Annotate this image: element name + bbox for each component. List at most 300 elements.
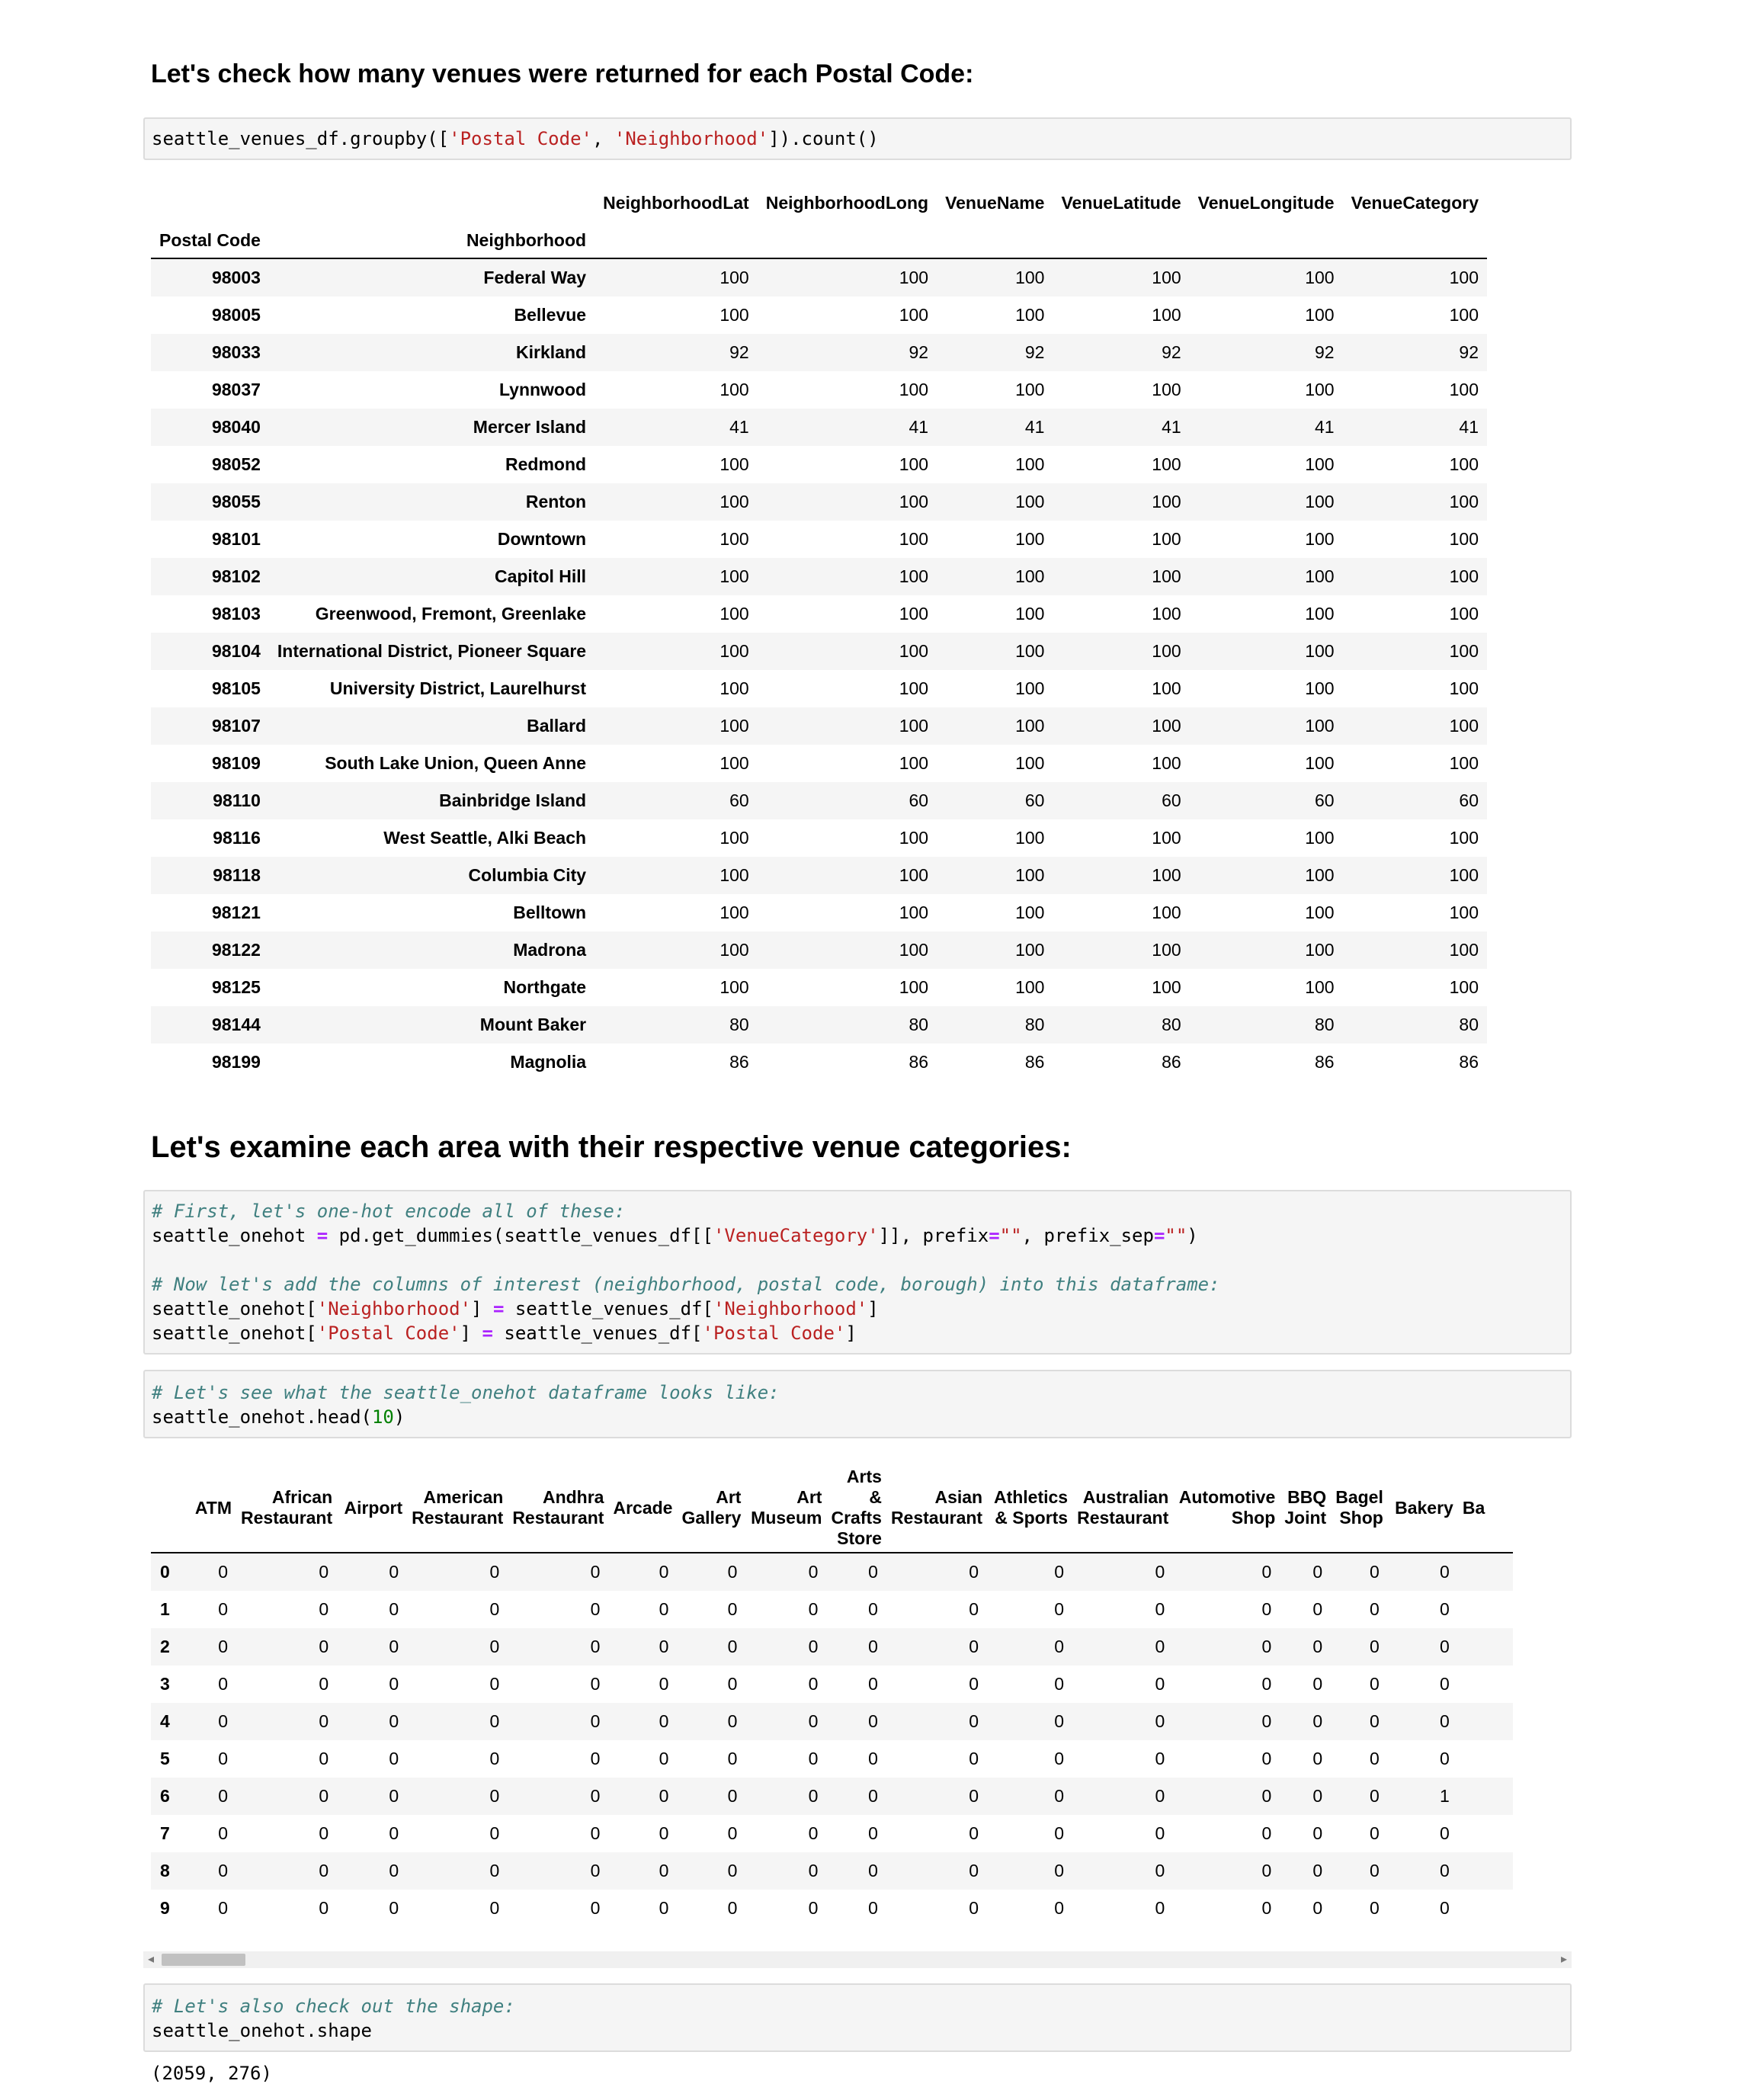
onehot-cell: 0 <box>1312 1637 1323 1656</box>
count-cell: 100 <box>1152 492 1181 511</box>
onehot-cell: 0 <box>808 1711 819 1731</box>
count-cell: 100 <box>1152 678 1181 698</box>
onehot-cell: 0 <box>727 1861 738 1880</box>
onehot-cell: 0 <box>1054 1711 1065 1731</box>
onehot-cell: 0 <box>590 1562 601 1582</box>
count-cell: 80 <box>1314 1015 1335 1034</box>
column-header: Automotive Shop <box>1173 1464 1280 1553</box>
onehot-cell: 0 <box>1440 1637 1450 1656</box>
onehot-cell: 0 <box>659 1823 669 1843</box>
onehot-cell: 0 <box>659 1786 669 1806</box>
truncated-cell <box>1458 1666 1513 1703</box>
onehot-cell: 0 <box>659 1898 669 1918</box>
onehot-cell: 0 <box>868 1674 878 1694</box>
row-index-cell: 0 <box>160 1562 170 1582</box>
neighborhood-cell: Downtown <box>497 529 587 549</box>
count-cell: 100 <box>899 940 929 960</box>
row-index-cell: 3 <box>160 1674 170 1694</box>
count-cell: 100 <box>1152 305 1181 325</box>
postal-code-cell: 98052 <box>211 454 261 474</box>
count-cell: 100 <box>1015 940 1045 960</box>
onehot-cell: 0 <box>319 1786 329 1806</box>
postal-code-cell: 98102 <box>211 566 261 586</box>
count-cell: 100 <box>899 903 929 922</box>
onehot-cell: 0 <box>1370 1711 1380 1731</box>
truncated-cell <box>1458 1890 1513 1927</box>
onehot-cell: 0 <box>1370 1861 1380 1880</box>
count-cell: 100 <box>719 753 749 773</box>
count-cell: 100 <box>1305 268 1335 287</box>
neighborhood-cell: Columbia City <box>468 865 587 885</box>
onehot-cell: 0 <box>319 1674 329 1694</box>
onehot-cell: 0 <box>868 1786 878 1806</box>
onehot-cell: 0 <box>808 1637 819 1656</box>
table-row <box>151 1628 1513 1666</box>
postal-code-cell: 98055 <box>211 492 261 511</box>
onehot-cell: 0 <box>1155 1711 1165 1731</box>
onehot-cell: 0 <box>319 1711 329 1731</box>
postal-code-cell: 98101 <box>211 529 261 549</box>
postal-code-cell: 98037 <box>211 380 261 399</box>
neighborhood-cell: Mercer Island <box>473 417 587 437</box>
onehot-cell: 0 <box>1054 1562 1065 1582</box>
row-index-cell: 2 <box>160 1637 170 1656</box>
count-cell: 100 <box>1305 641 1335 661</box>
count-cell: 100 <box>719 305 749 325</box>
onehot-cell: 0 <box>1312 1749 1323 1768</box>
truncated-cell <box>1458 1628 1513 1666</box>
onehot-cell: 0 <box>489 1749 500 1768</box>
onehot-cell: 0 <box>659 1711 669 1731</box>
count-cell: 86 <box>909 1052 929 1072</box>
count-cell: 100 <box>1305 940 1335 960</box>
onehot-cell: 0 <box>590 1749 601 1768</box>
neighborhood-cell: Renton <box>525 492 587 511</box>
onehot-cell: 0 <box>218 1599 228 1619</box>
count-cell: 100 <box>1449 940 1479 960</box>
column-header: Athletics & Sports <box>987 1464 1072 1553</box>
column-header: VenueLatitude <box>1061 192 1181 213</box>
onehot-cell: 0 <box>1155 1749 1165 1768</box>
count-cell: 100 <box>1152 529 1181 549</box>
onehot-cell: 0 <box>218 1786 228 1806</box>
count-cell: 100 <box>899 268 929 287</box>
count-cell: 100 <box>1015 454 1045 474</box>
onehot-cell: 0 <box>808 1861 819 1880</box>
neighborhood-cell: Bellevue <box>514 305 587 325</box>
table-row <box>151 1591 1513 1628</box>
postal-code-cell: 98107 <box>211 716 261 736</box>
count-cell: 41 <box>1459 417 1479 437</box>
column-header: Asian Restaurant <box>886 1464 987 1553</box>
postal-code-cell: 98040 <box>211 417 261 437</box>
count-cell: 100 <box>1449 903 1479 922</box>
count-cell: 100 <box>1449 268 1479 287</box>
count-cell: 100 <box>719 940 749 960</box>
onehot-cell: 0 <box>1261 1599 1272 1619</box>
count-cell: 92 <box>1024 342 1045 362</box>
onehot-output-scroll-area[interactable] <box>151 1464 1572 1944</box>
count-cell: 92 <box>909 342 929 362</box>
count-cell: 60 <box>909 790 929 810</box>
table-row <box>151 633 1487 670</box>
onehot-cell: 0 <box>218 1823 228 1843</box>
count-cell: 100 <box>1449 716 1479 736</box>
onehot-cell: 0 <box>1054 1599 1065 1619</box>
onehot-cell: 0 <box>389 1599 399 1619</box>
column-header: NeighborhoodLong <box>765 192 929 213</box>
count-cell: 100 <box>1152 641 1181 661</box>
count-cell: 100 <box>719 492 749 511</box>
onehot-cell: 0 <box>389 1786 399 1806</box>
count-cell: 100 <box>899 566 929 586</box>
onehot-cell: 0 <box>969 1637 979 1656</box>
count-cell: 100 <box>1015 492 1045 511</box>
table-row <box>151 1778 1513 1815</box>
onehot-cell: 0 <box>319 1599 329 1619</box>
onehot-cell: 0 <box>1440 1599 1450 1619</box>
count-cell: 100 <box>899 716 929 736</box>
count-cell: 100 <box>899 753 929 773</box>
table-row <box>151 595 1487 633</box>
column-header: NeighborhoodLat <box>603 192 749 213</box>
onehot-cell: 0 <box>1440 1749 1450 1768</box>
count-cell: 100 <box>1449 865 1479 885</box>
onehot-cell: 0 <box>868 1562 878 1582</box>
scrollbar-thumb[interactable] <box>162 1954 245 1966</box>
count-cell: 100 <box>1015 641 1045 661</box>
count-cell: 100 <box>719 977 749 997</box>
onehot-cell: 0 <box>868 1861 878 1880</box>
count-cell: 80 <box>1459 1015 1479 1034</box>
index-header-row <box>151 223 1487 258</box>
column-header: Australian Restaurant <box>1072 1464 1173 1553</box>
row-index-cell: 9 <box>160 1898 170 1918</box>
column-header: Arcade <box>608 1464 677 1553</box>
count-cell: 100 <box>1449 566 1479 586</box>
count-cell: 100 <box>1015 678 1045 698</box>
onehot-cell: 0 <box>389 1674 399 1694</box>
onehot-cell: 0 <box>1261 1898 1272 1918</box>
onehot-cell: 0 <box>1261 1674 1272 1694</box>
count-cell: 100 <box>1152 716 1181 736</box>
count-cell: 100 <box>1449 977 1479 997</box>
onehot-cell: 0 <box>727 1898 738 1918</box>
count-cell: 100 <box>1305 454 1335 474</box>
table-row <box>151 1815 1513 1852</box>
scroll-right-arrow-icon[interactable]: ▸ <box>1560 1953 1567 1966</box>
onehot-cell: 0 <box>727 1674 738 1694</box>
onehot-cell: 0 <box>1261 1749 1272 1768</box>
neighborhood-cell: Bainbridge Island <box>439 790 587 810</box>
count-cell: 100 <box>719 716 749 736</box>
count-cell: 60 <box>1162 790 1181 810</box>
count-cell: 100 <box>899 529 929 549</box>
onehot-cell: 0 <box>727 1599 738 1619</box>
count-cell: 100 <box>1152 828 1181 848</box>
onehot-cell: 0 <box>1155 1599 1165 1619</box>
onehot-cell: 0 <box>1312 1562 1323 1582</box>
truncated-cell <box>1458 1740 1513 1778</box>
count-cell: 86 <box>1459 1052 1479 1072</box>
onehot-cell: 0 <box>868 1823 878 1843</box>
onehot-cell: 0 <box>1440 1711 1450 1731</box>
count-cell: 86 <box>1024 1052 1045 1072</box>
neighborhood-cell: Greenwood, Fremont, Greenlake <box>315 604 587 624</box>
count-cell: 100 <box>1305 865 1335 885</box>
count-cell: 100 <box>1449 454 1479 474</box>
onehot-cell: 0 <box>659 1861 669 1880</box>
onehot-cell: 0 <box>489 1861 500 1880</box>
onehot-table <box>151 1464 1513 1927</box>
count-cell: 100 <box>1449 380 1479 399</box>
onehot-cell: 0 <box>1054 1674 1065 1694</box>
onehot-cell: 0 <box>1312 1711 1323 1731</box>
onehot-cell: 0 <box>590 1898 601 1918</box>
onehot-cell: 0 <box>1440 1898 1450 1918</box>
onehot-cell: 0 <box>590 1599 601 1619</box>
count-cell: 100 <box>1015 753 1045 773</box>
onehot-cell: 0 <box>1370 1749 1380 1768</box>
neighborhood-cell: Mount Baker <box>479 1015 587 1034</box>
count-cell: 100 <box>899 604 929 624</box>
table-row <box>151 521 1487 558</box>
onehot-cell: 0 <box>590 1637 601 1656</box>
count-cell: 100 <box>1015 903 1045 922</box>
neighborhood-cell: Belltown <box>513 903 587 922</box>
onehot-cell: 0 <box>1440 1823 1450 1843</box>
count-cell: 100 <box>1449 529 1479 549</box>
onehot-cell: 0 <box>389 1562 399 1582</box>
onehot-cell: 0 <box>868 1711 878 1731</box>
truncated-cell <box>1458 1852 1513 1890</box>
column-header: American Restaurant <box>407 1464 508 1553</box>
onehot-cell: 0 <box>969 1861 979 1880</box>
onehot-cell: 0 <box>1261 1711 1272 1731</box>
onehot-cell: 0 <box>659 1562 669 1582</box>
onehot-cell: 0 <box>319 1749 329 1768</box>
column-header: ATM <box>181 1464 236 1553</box>
count-cell: 100 <box>899 492 929 511</box>
onehot-cell: 0 <box>808 1749 819 1768</box>
onehot-cell: 0 <box>1312 1861 1323 1880</box>
count-cell: 92 <box>1459 342 1479 362</box>
onehot-cell: 0 <box>1370 1562 1380 1582</box>
scroll-left-arrow-icon[interactable]: ◂ <box>148 1953 155 1966</box>
onehot-cell: 0 <box>808 1599 819 1619</box>
count-cell: 100 <box>1152 380 1181 399</box>
count-cell: 100 <box>719 529 749 549</box>
postal-code-cell: 98118 <box>213 865 261 885</box>
onehot-cell: 0 <box>218 1562 228 1582</box>
onehot-cell: 0 <box>1370 1599 1380 1619</box>
count-cell: 100 <box>1152 753 1181 773</box>
postal-code-cell: 98116 <box>213 828 261 848</box>
count-cell: 100 <box>1449 604 1479 624</box>
truncated-cell <box>1458 1591 1513 1628</box>
onehot-cell: 0 <box>1312 1674 1323 1694</box>
count-cell: 100 <box>1152 604 1181 624</box>
table-row <box>151 1703 1513 1740</box>
count-cell: 80 <box>1162 1015 1181 1034</box>
count-cell: 100 <box>719 828 749 848</box>
row-index-cell: 1 <box>160 1599 170 1619</box>
onehot-cell: 0 <box>1155 1562 1165 1582</box>
count-cell: 100 <box>719 903 749 922</box>
onehot-cell: 0 <box>218 1711 228 1731</box>
onehot-cell: 0 <box>1370 1637 1380 1656</box>
table-row <box>151 409 1487 446</box>
onehot-cell: 0 <box>808 1823 819 1843</box>
index-name-postal-code: Postal Code <box>151 223 269 258</box>
horizontal-scrollbar[interactable] <box>143 1951 1572 1968</box>
count-cell: 100 <box>1449 753 1479 773</box>
count-cell: 100 <box>899 380 929 399</box>
table-row <box>151 969 1487 1006</box>
count-cell: 100 <box>899 828 929 848</box>
table-row <box>151 1890 1513 1927</box>
neighborhood-cell: Kirkland <box>516 342 587 362</box>
onehot-cell: 0 <box>727 1749 738 1768</box>
count-cell: 100 <box>899 977 929 997</box>
count-cell: 100 <box>1305 753 1335 773</box>
onehot-cell: 0 <box>1261 1637 1272 1656</box>
onehot-cell: 0 <box>1155 1823 1165 1843</box>
count-cell: 100 <box>1015 977 1045 997</box>
count-cell: 41 <box>729 417 749 437</box>
section-heading-venue-counts: Let's check how many venues were returned for each Postal Code: <box>151 59 974 88</box>
column-header: Art Museum <box>745 1464 826 1553</box>
onehot-cell: 0 <box>868 1898 878 1918</box>
table-header-row <box>151 1464 1513 1553</box>
table-header-row <box>151 183 1487 223</box>
onehot-cell: 0 <box>969 1749 979 1768</box>
count-cell: 100 <box>1152 940 1181 960</box>
onehot-cell: 0 <box>218 1898 228 1918</box>
index-name-neighborhood: Neighborhood <box>269 223 594 258</box>
neighborhood-cell: Capitol Hill <box>494 566 587 586</box>
row-index-cell: 4 <box>160 1711 170 1731</box>
column-header: Bakery <box>1388 1464 1458 1553</box>
count-cell: 100 <box>719 678 749 698</box>
count-cell: 41 <box>1024 417 1045 437</box>
count-cell: 100 <box>899 641 929 661</box>
onehot-cell: 0 <box>1370 1898 1380 1918</box>
count-cell: 100 <box>1449 305 1479 325</box>
count-cell: 60 <box>1459 790 1479 810</box>
onehot-table-body <box>151 1553 1513 1927</box>
onehot-cell: 0 <box>969 1823 979 1843</box>
neighborhood-cell: Madrona <box>513 940 587 960</box>
onehot-cell: 0 <box>727 1786 738 1806</box>
venue-count-table <box>151 183 1487 1081</box>
count-cell: 100 <box>1015 529 1045 549</box>
onehot-cell: 0 <box>218 1637 228 1656</box>
onehot-cell: 0 <box>389 1823 399 1843</box>
neighborhood-cell: Redmond <box>505 454 587 474</box>
onehot-cell: 0 <box>868 1637 878 1656</box>
truncated-cell <box>1458 1703 1513 1740</box>
postal-code-cell: 98109 <box>211 753 261 773</box>
row-index-cell: 7 <box>160 1823 170 1843</box>
count-cell: 100 <box>1015 828 1045 848</box>
code-cell-shape[interactable]: # Let's also check out the shape: seattle_onehot.shape <box>143 1983 1572 2052</box>
neighborhood-cell: West Seattle, Alki Beach <box>383 828 587 848</box>
code-cell-groupby[interactable]: seattle_venues_df.groupby(['Postal Code', 'Neighborhood']).count() <box>143 117 1572 160</box>
count-cell: 41 <box>1314 417 1335 437</box>
count-cell: 100 <box>1305 566 1335 586</box>
count-cell: 100 <box>1015 380 1045 399</box>
count-cell: 100 <box>1305 716 1335 736</box>
table-row <box>151 931 1487 969</box>
table-row <box>151 446 1487 483</box>
count-cell: 100 <box>1305 529 1335 549</box>
table-row <box>151 1006 1487 1044</box>
onehot-cell: 0 <box>1312 1599 1323 1619</box>
count-cell: 100 <box>899 454 929 474</box>
onehot-cell: 0 <box>590 1861 601 1880</box>
count-cell: 100 <box>1305 380 1335 399</box>
onehot-cell: 0 <box>590 1674 601 1694</box>
column-header: Art Gallery <box>677 1464 745 1553</box>
onehot-cell: 0 <box>1054 1898 1065 1918</box>
onehot-cell: 0 <box>218 1861 228 1880</box>
onehot-cell: 0 <box>389 1637 399 1656</box>
truncated-cell <box>1458 1778 1513 1815</box>
neighborhood-cell: Federal Way <box>483 268 587 287</box>
count-cell: 92 <box>1314 342 1335 362</box>
onehot-cell: 0 <box>1054 1637 1065 1656</box>
count-cell: 100 <box>719 268 749 287</box>
onehot-cell: 0 <box>969 1562 979 1582</box>
table-row <box>151 483 1487 521</box>
table-row <box>151 1740 1513 1778</box>
count-cell: 100 <box>719 641 749 661</box>
column-header: African Restaurant <box>236 1464 337 1553</box>
onehot-cell: 0 <box>1155 1898 1165 1918</box>
onehot-cell: 0 <box>389 1711 399 1731</box>
neighborhood-cell: International District, Pioneer Square <box>277 641 587 661</box>
neighborhood-cell: Magnolia <box>510 1052 587 1072</box>
count-cell: 100 <box>719 380 749 399</box>
onehot-cell: 0 <box>969 1599 979 1619</box>
postal-code-cell: 98104 <box>211 641 261 661</box>
postal-code-cell: 98125 <box>211 977 261 997</box>
code-cell-onehot[interactable]: # First, let's one-hot encode all of these: seattle_onehot = pd.get_dummies(seattle_venues_df[['VenueCategory']], prefix="", prefix_sep="") # Now let's add the columns of interest (neighborhood, postal code, borough) into this dataframe: seattle_onehot['Neighborhood'] = seattle_venues_df['Neighborhood'] seattle_onehot['Postal Code'] = seattle_venues_df['Postal Code'] <box>143 1190 1572 1355</box>
count-cell: 100 <box>1015 268 1045 287</box>
count-cell: 100 <box>1152 865 1181 885</box>
table-row <box>151 707 1487 745</box>
row-index-cell: 6 <box>160 1786 170 1806</box>
code-cell-head[interactable]: # Let's see what the seattle_onehot dataframe looks like: seattle_onehot.head(10) <box>143 1370 1572 1438</box>
onehot-cell: 0 <box>1370 1674 1380 1694</box>
onehot-cell: 0 <box>1155 1637 1165 1656</box>
onehot-cell: 0 <box>1440 1562 1450 1582</box>
table-row <box>151 371 1487 409</box>
column-header: Airport <box>337 1464 407 1553</box>
shape-output: (2059, 276) <box>151 2063 272 2084</box>
truncated-cell <box>1458 1553 1513 1591</box>
neighborhood-cell: University District, Laurelhurst <box>329 678 587 698</box>
count-cell: 100 <box>1015 716 1045 736</box>
count-cell: 100 <box>1305 492 1335 511</box>
onehot-cell: 0 <box>590 1711 601 1731</box>
count-cell: 80 <box>1024 1015 1045 1034</box>
onehot-cell: 0 <box>659 1749 669 1768</box>
onehot-cell: 0 <box>1440 1674 1450 1694</box>
neighborhood-cell: Ballard <box>527 716 587 736</box>
onehot-cell: 1 <box>1440 1786 1450 1806</box>
